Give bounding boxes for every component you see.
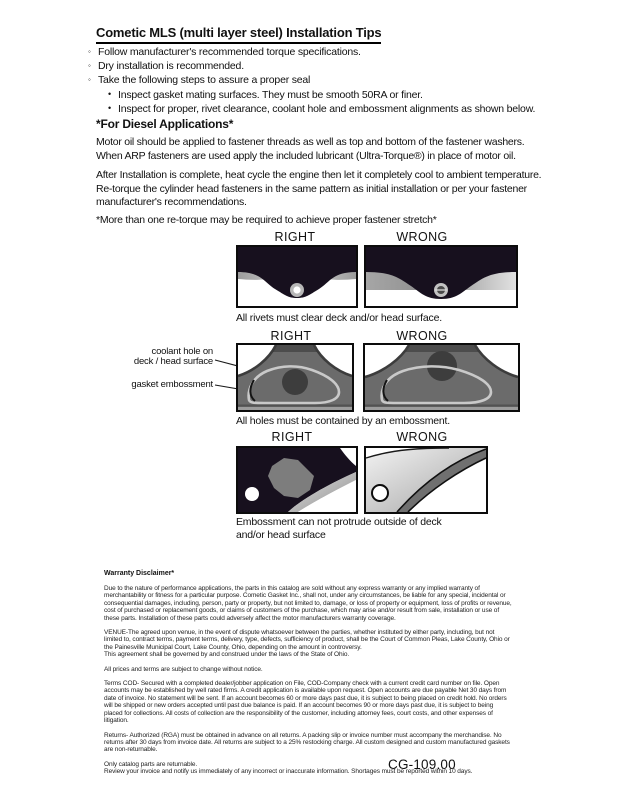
- tip-sub-item: [88, 87, 535, 101]
- tip-text: Dry installation is recommended.: [98, 60, 244, 72]
- tip-text: Take the following steps to assure a proper seal: [98, 74, 311, 86]
- tip-sub-item: [88, 101, 535, 115]
- warranty-paragraph: All prices and terms are subject to change without notice.: [104, 665, 263, 673]
- bullet-icon: •: [108, 89, 111, 99]
- warranty-paragraph: Returns- Authorized (RGA) must be obtained in advance on all returns. A packing slip or invoice number must accompany the merchandise. No returns after 30 days from invoice date. All returns are subject to a 25% restocking charge. All custom designed and custom manufactured gaskets are non-returnable.: [104, 731, 510, 754]
- gasket-embossment-label: gasket embossment: [131, 379, 213, 390]
- tip-text: Inspect gasket mating surfaces. They must be smooth 50RA or finer.: [118, 89, 423, 101]
- row3-wrong-label: WRONG: [396, 430, 448, 444]
- row1-caption: All rivets must clear deck and/or head surface.: [236, 312, 442, 324]
- row1-wrong-label: WRONG: [396, 230, 448, 244]
- row2-caption: All holes must be contained by an embossment.: [236, 415, 450, 427]
- warranty-paragraph: Only catalog parts are returnable.: [104, 760, 198, 768]
- warranty-paragraph: Due to the nature of performance applications, the parts in this catalog are sold without any express warranty or any implied warranty of merchantability or fitness for a particular purpose. Cometic Gasket Inc., shall not, under any circumstances, be liable for any special, incidental or consequential damages, including, person, party or property, but not limited to, damage, or loss of property or equipment, loss of profits or revenue, cost of purchased or replacement goods, or claims of customers of the purchase, which may arise and/or result from sale, installation or use of these parts. Installation of these parts could adversely affect the motor manufacturers warranty coverage.: [104, 585, 512, 622]
- open-bullet-icon: ◦: [88, 47, 91, 56]
- diesel-heading: *For Diesel Applications*: [96, 117, 234, 131]
- row1-wrong-diagram: [364, 245, 518, 308]
- row3-caption: Embossment can not protrude outside of deck and/or head surface: [236, 516, 442, 541]
- row1-right-label: RIGHT: [274, 230, 316, 244]
- warranty-paragraph: Terms COD- Secured with a completed dealer/jobber application on File, COD-Company check with a current credit card number on file. Open accounts may be established by well rated firms. A credit application is available upon request. Open accounts are due payable Net 30 days from date of invoice. No statement will be sent. If an account becomes 60 or more days past due, it is subject to being placed on credit hold. No orders will be shipped or new orders accepted until past due balance is paid. If an account becomes 90 or more days past due, it is subject to being placed for collections. All costs of collection are the responsibility of the customer, including attorney fees, court costs, and other expenses of litigation.: [104, 680, 507, 725]
- row2-right-diagram: [236, 343, 354, 412]
- tip-item: [88, 45, 535, 59]
- warranty-paragraph: VENUE-The agreed upon venue, in the event of dispute whatsoever between the parties, whether instituted by either party, including, but not limited to, contract terms, payment terms, delivery, type, defects, sufficiency of product, shall be the Court of Common Pleas, Lake County, Ohio or the Painesville Municipal Court, Lake County, Ohio, depending on the amount in controversy.: [104, 629, 510, 651]
- row2-right-label: RIGHT: [270, 329, 312, 343]
- installation-tips-list: [88, 45, 535, 115]
- row3-right-label: RIGHT: [271, 430, 313, 444]
- diesel-paragraph-3: *More than one re-torque may be required to achieve proper fastener stretch*: [96, 214, 437, 226]
- row2-wrong-label: WRONG: [396, 329, 448, 343]
- tip-item: [88, 59, 535, 73]
- coolant-hole-label: coolant hole on deck / head surface: [133, 346, 213, 367]
- tip-text: Follow manufacturer's recommended torque specifications.: [98, 46, 361, 58]
- tip-item: [88, 73, 535, 87]
- page-code: CG-109.00: [388, 757, 456, 772]
- diesel-paragraph-1: Motor oil should be applied to fastener threads as well as top and bottom of the fastener washers. When ARP fasteners are used apply the included lubricant (Ultra-Torque®) in place of motor oil.: [96, 136, 525, 162]
- row1-right-diagram: [236, 245, 358, 308]
- bolt-hole: [245, 487, 259, 501]
- tip-text: Inspect for proper, rivet clearance, coolant hole and embossment alignments as shown below.: [118, 103, 536, 115]
- warranty-paragraph: Review your invoice and notify us immediately of any incorrect or inaccurate information. Shortages must be reported within 10 days.: [104, 768, 473, 776]
- page-title: Cometic MLS (multi layer steel) Installation Tips: [96, 25, 381, 44]
- row2-wrong-diagram: [363, 343, 520, 412]
- row3-wrong-diagram: [364, 446, 488, 514]
- coolant-hole: [282, 369, 308, 395]
- warranty-text: [104, 585, 512, 783]
- warranty-paragraph: This agreement shall be governed by and construed under the laws of the State of Ohio.: [104, 651, 350, 659]
- diesel-paragraph-2: After Installation is complete, heat cycle the engine then let it completely cool to ambient temperature. Re-torque the cylinder head fasteners in the same pattern as initial installation or per your fastener manufacturer's recommendations.: [96, 169, 542, 208]
- open-bullet-icon: ◦: [88, 75, 91, 84]
- bullet-icon: •: [108, 103, 111, 113]
- row3-right-diagram: [236, 446, 358, 514]
- open-bullet-icon: ◦: [88, 61, 91, 70]
- warranty-heading: Warranty Disclaimer*: [104, 570, 175, 577]
- bolt-hole: [372, 485, 388, 501]
